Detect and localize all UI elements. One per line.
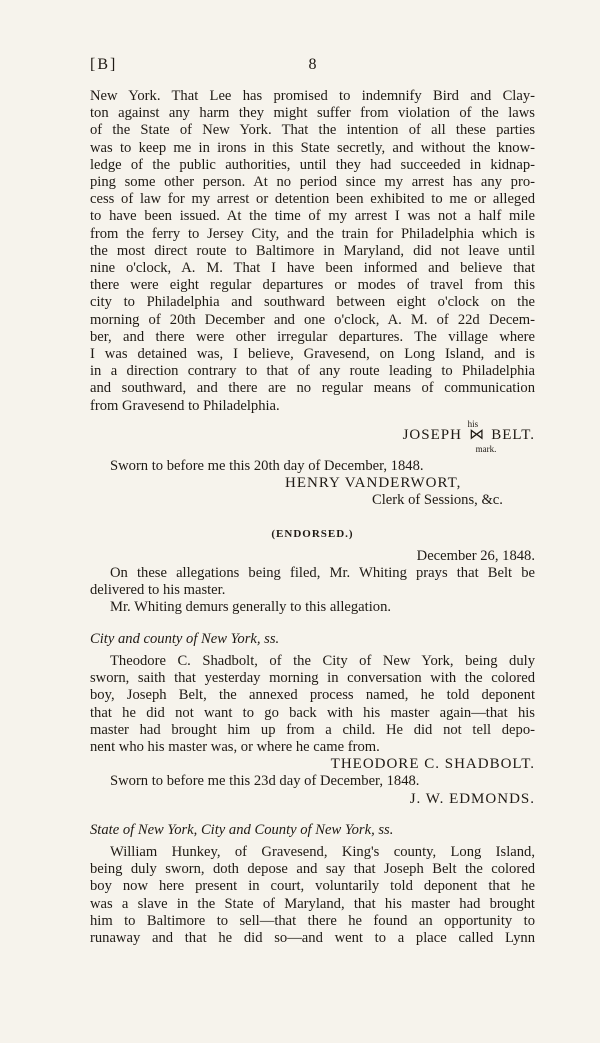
endorsed-label: (ENDORSED.) — [271, 527, 354, 540]
official-edmonds: J. W. EDMONDS. — [409, 790, 535, 807]
affidavit-belt-text: New York. That Lee has promised to indemnify Bird and Clay- ton against any harm they might suffer from violation of the laws of the State of New York. That the intention of all these parties was to keep me in irons in this State secretly, and without the know- ledge of the public authorities, until they had succeeded in kidnap- ping some other person. At no period since my arrest has any pro- cess of law for my arrest or detention been exhibited to me or alleged to have been issued. At the time of my arrest I was not a half mile from the ferry to Jersey City, and the train for Philadelphia which is the most direct route to Baltimore in Maryland, did not leave until nine o'clock, A. M. That I have been informed and believe that there were eight regular departures or modes of travel from this city to Philadelphia and southward between eight o'clock on the morning of 20th December and one o'clock, A. M. of 22d Decem- ber, and there were other irregular departures. The village where I was detained was, I believe, Gravesend, on Long Island, and is in a direction contrary to that of any route leading to Philadelphia and southward, and there are no regular means of communication from Gravesend to Philadelphia. — [90, 88, 535, 414]
signature-mark: [B] — [90, 56, 118, 73]
venue-3: State of New York, City and County of New York, ss. — [90, 821, 394, 838]
allegation-text: On these allegations being filed, Mr. Whiting prays that Belt be delivered to his master. — [90, 565, 535, 599]
venue-2: City and county of New York, ss. — [90, 630, 280, 647]
signature-joseph-belt: JOSEPH his ⋈ mark. BELT. — [402, 418, 535, 454]
official-henry-vanderwort: HENRY VANDERWORT, — [285, 475, 462, 492]
signature-shadbolt: THEODORE C. SHADBOLT. — [330, 756, 535, 773]
affidavit-hunkey-text: William Hunkey, of Gravesend, King's county, Long Island, being duly sworn, doth depose and say that Joseph Belt the colored boy now here present in court, voluntarily told deponent that he was a slave in the State of Maryland, that his master had brought him to Baltimore to sell—that there he found an opportunity to runaway and that he did so—and went to a place called Lynn — [90, 843, 535, 946]
page-body — [90, 88, 535, 947]
demurrer-text: Mr. Whiting demurs generally to this allegation. — [110, 599, 392, 616]
page-header — [90, 56, 535, 80]
sworn-statement-2: Sworn to before me this 23d day of December, 1848. — [110, 773, 420, 790]
official-title: Clerk of Sessions, &c. — [372, 492, 503, 509]
endorsed-date: December 26, 1848. — [416, 547, 535, 564]
affidavit-shadbolt-text: Theodore C. Shadbolt, of the City of New York, being duly sworn, saith that yesterday morning in conversation with the colored boy, Joseph Belt, the annexed process named, he told deponent that he did not want to go back with his master again—that his master had brought him up from a child. He did not tell depo- nent who his master was, or where he came from. — [90, 652, 535, 755]
cross-mark: his ⋈ mark. — [467, 418, 497, 454]
page-number: 8 — [308, 56, 317, 73]
sworn-statement-1: Sworn to before me this 20th day of December, 1848. — [110, 458, 424, 475]
